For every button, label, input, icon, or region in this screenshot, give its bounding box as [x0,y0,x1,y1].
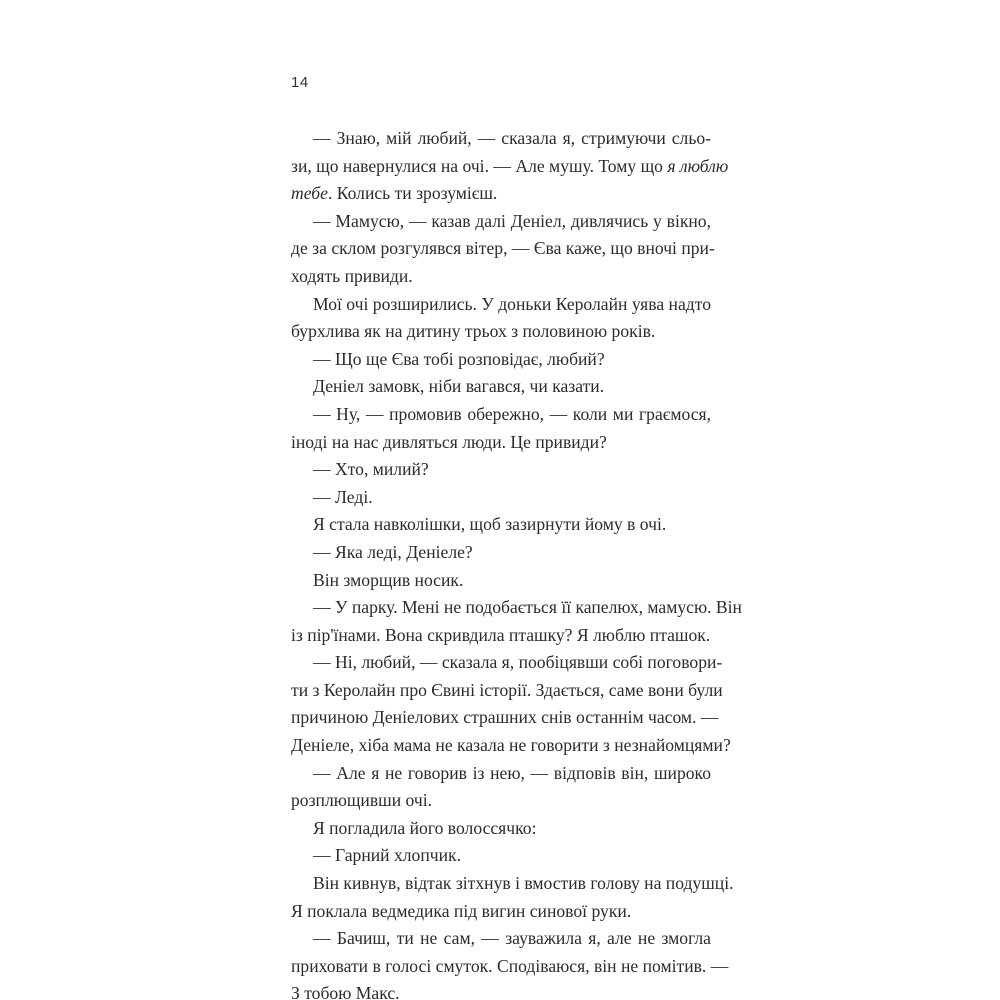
line-text: ходять привиди. [291,265,413,286]
line-text: ти з Керолайн про Євині історії. Здається, саме вони були [291,679,723,700]
line-text: Деніел замовк, ніби вагався, чи казати. [313,376,605,397]
italic-phrase: я люблю [667,155,729,176]
text-line [291,235,715,263]
line-text: Він кивнув, відтак зітхнув і вмостив голову на подушці. [313,873,734,894]
text-line [291,291,711,319]
text-line [291,622,711,650]
line-text: Він зморщив носик. [313,569,464,590]
line-text: Я поклала ведмедика під вигин синової руки. [291,900,632,921]
line-text: З тобою Макс. [291,983,400,1000]
line-text: приховати в голосі смуток. Сподіваюся, він не помітив. — [291,955,729,976]
text-line [291,429,711,457]
text-line [291,318,711,346]
page-number: 14 [291,74,309,91]
line-text: розплющивши очі. [291,790,432,811]
line-text: де за склом розгулявся вітер, — Єва каже, що вночі при- [291,238,715,259]
text-line [291,898,711,926]
text-line [291,401,711,429]
text-line [291,649,723,677]
line-text: — Хто, милий? [313,459,429,480]
text-line [291,953,729,981]
line-text: — Ну, — промовив обережно, — коли ми граємося, [313,403,711,424]
text-line [291,125,711,153]
line-text: Мої очі розширились. У доньки Керолайн уява надто [313,293,711,314]
line-text: — Ні, любий, — сказала я, пообіцявши собі поговори- [313,652,723,673]
line-text: Я погладила його волоссячко: [313,817,537,838]
line-text: — Що ще Єва тобі розповідає, любий? [313,348,605,369]
text-line [291,373,711,401]
text-line [291,153,729,181]
text-line [291,732,731,760]
line-text: бурхлива як на дитину трьох з половиною років. [291,321,656,342]
line-text: — Бачиш, ти не сам, — зауважила я, але не змогла [313,928,711,949]
line-text: — Леді. [313,486,373,507]
line-text: — Гарний хлопчик. [313,845,461,866]
text-line [291,815,711,843]
text-line [291,346,711,374]
italic-phrase: тебе [291,183,328,204]
text-line [291,180,711,208]
line-text: причиною Деніелових страшних снів останнім часом. — [291,707,719,728]
text-line [291,456,711,484]
text-line [291,870,734,898]
line-text: . Колись ти зрозумієш. [327,183,498,204]
text-line [291,511,711,539]
text-line [291,484,711,512]
text-line [291,925,711,953]
text-line [291,760,711,788]
line-text: із пір'їнами. Вона скривдила пташку? Я люблю пташок. [291,624,711,645]
text-body [291,125,742,1000]
line-text: зи, що навернулися на очі. — Але мушу. Тому що [291,155,668,176]
line-text: — Мамусю, — казав далі Деніел, дивлячись у вікно, [313,210,711,231]
line-text: Я стала навколішки, щоб зазирнути йому в очі. [313,514,667,535]
text-line [291,704,719,732]
line-text: — Але я не говорив із нею, — відповів він, широко [313,762,711,783]
text-line [291,594,742,622]
text-line [291,539,711,567]
text-line [291,980,711,1000]
line-text: Деніеле, хіба мама не казала не говорити з незнайомцями? [291,735,731,756]
text-line [291,567,711,595]
text-line [291,842,711,870]
line-text: — Яка леді, Деніеле? [313,541,473,562]
line-text: — У парку. Мені не подобається її капелюх, мамусю. Він [313,597,742,618]
text-line [291,208,711,236]
line-text: — Знаю, мій любий, — сказала я, стримуючи сльо- [313,128,711,148]
line-text: іноді на нас дивляться люди. Це привиди? [291,431,607,452]
text-line [291,263,711,291]
text-line [291,787,711,815]
text-line [291,677,723,705]
